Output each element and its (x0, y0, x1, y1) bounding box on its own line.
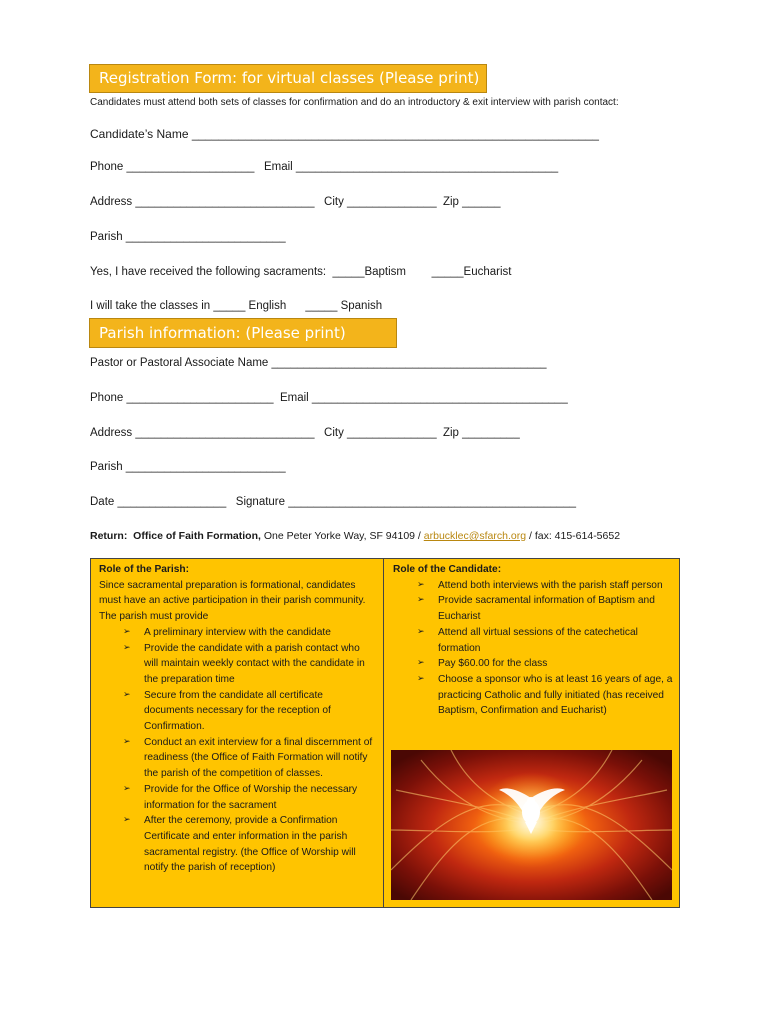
arrow-bullet-icon: ➢ (123, 815, 131, 826)
dove-illustration (391, 750, 672, 900)
language-field[interactable]: I will take the classes in _____ English _____ Spanish (90, 300, 383, 312)
return-address: One Peter Yorke Way, SF 94109 / (260, 530, 424, 542)
candidate-role-list (393, 578, 673, 719)
return-line (90, 530, 620, 542)
return-label: Return: Office of Faith Formation, (90, 530, 261, 542)
parish-role-intro: Since sacramental preparation is formational, candidates must have an active participation in their parish community. The parish must provide (99, 579, 366, 623)
list-item: ➢ Pay $60.00 for the class (393, 656, 673, 672)
candidate-role-title: Role of the Candidate: (393, 564, 502, 575)
registration-form-header: Registration Form: for virtual classes (Please print) (89, 64, 487, 93)
sacraments-field[interactable]: Yes, I have received the following sacraments: _____Baptism _____Eucharist (90, 266, 512, 278)
address-field[interactable]: Address ____________________________ City ______________ Zip ______ (90, 196, 501, 208)
parish-role-list (99, 625, 375, 876)
parish-address-field[interactable]: Address ____________________________ City ______________ Zip _________ (90, 427, 520, 439)
list-item: ➢ A preliminary interview with the candidate (99, 625, 375, 641)
list-item: ➢ Secure from the candidate all certificate documents necessary for the reception of Confirmation. (123, 689, 331, 733)
holy-spirit-dove-image (391, 750, 672, 900)
list-item: ➢ Conduct an exit interview for a final discernment of readiness (the Office of Faith Formation will notify the parish of the competition of classes. (123, 736, 373, 780)
parish-name-field[interactable]: Parish _________________________ (90, 461, 286, 473)
arrow-bullet-icon: ➢ (417, 626, 425, 637)
arrow-bullet-icon: ➢ (123, 736, 131, 747)
arrow-bullet-icon: ➢ (123, 689, 131, 700)
parish-information-header: Parish information: (Please print) (89, 318, 397, 348)
arrow-bullet-icon: ➢ (417, 658, 425, 669)
arrow-bullet-icon: ➢ (417, 579, 425, 590)
arrow-bullet-icon: ➢ (417, 673, 425, 684)
list-item: ➢ Provide for the Office of Worship the necessary information for the sacrament (123, 783, 358, 811)
phone-email-field[interactable]: Phone ____________________ Email _________________________________________ (90, 161, 559, 173)
parish-role-box (91, 559, 384, 907)
arrow-bullet-icon: ➢ (123, 626, 131, 637)
intro-text: Candidates must attend both sets of classes for confirmation and do an introductory & exit interview with parish contact: (90, 97, 619, 108)
list-item: ➢ Choose a sponsor who is at least 16 years of age, a practicing Catholic and fully initiated (has received Baptism, Confirmation and Eucharist) (417, 673, 673, 717)
date-signature-field[interactable]: Date _________________ Signature _____________________________________________ (90, 496, 577, 508)
arrow-bullet-icon: ➢ (123, 642, 131, 653)
pastor-name-field[interactable]: Pastor or Pastoral Associate Name ___________________________________________ (90, 357, 547, 369)
list-item: ➢ After the ceremony, provide a Confirmation Certificate and enter information in the parish sacramental registry. (the Office of Worship will notify the parish of reception) (123, 815, 356, 874)
parish-phone-email-field[interactable]: Phone _______________________ Email ________________________________________ (90, 392, 568, 404)
fax-number: / fax: 415-614-5652 (526, 530, 621, 542)
arrow-bullet-icon: ➢ (123, 783, 131, 794)
list-item: ➢ Attend both interviews with the parish staff person (393, 578, 673, 594)
candidate-name-field[interactable]: Candidate’s Name _____________________________________________________________ (90, 127, 599, 141)
parish-role-title: Role of the Parish: (99, 564, 190, 575)
list-item: ➢ Attend all virtual sessions of the catechetical formation (417, 626, 638, 654)
arrow-bullet-icon: ➢ (417, 595, 425, 606)
parish-field[interactable]: Parish _________________________ (90, 231, 286, 243)
list-item: ➢ Provide sacramental information of Baptism and Eucharist (417, 595, 655, 623)
list-item: ➢ Provide the candidate with a parish contact who will maintain weekly contact with the candidate in the preparation time (123, 642, 365, 685)
email-link[interactable]: arbucklec@sfarch.org (423, 530, 527, 542)
